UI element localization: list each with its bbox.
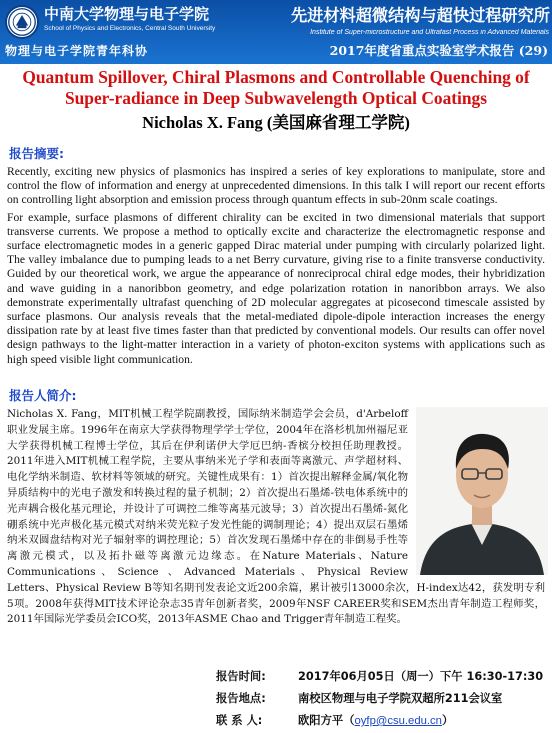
place-value: 南校区物理与电子学院双超所211会议室: [298, 692, 503, 705]
bio-text: Nicholas X. Fang，MIT机械工程学院副教授，国际纳米制造学会会员，d'Arbeloff职业发展主席。1996年在南京大学获得物理学学士学位，2004年在洛杉机加州福尼亚大学获得机械工程博士学位，其后在伊利诺伊大学厄巴纳-香槟分校担任助理教授。2011年进入MIT机械工程学院，主要从事纳米光子学和表面等离激元、声学超材料、电化学纳米制造、软材料等领域的研究。关键性成果有：1）首次提出解释金属/氧化物异质结构中的光电子激发和转换过程的量子机制；2）首次提出石墨烯-铁电体系统中的光声耦合极化基元理论，并设计了可调控二维等离基元波导；3）首次提出石墨烯-氮化硼系统中光声极化基元模式对纳米荧光粒子发光性能的调制理论；4）提出双层石墨烯纳米双圆盘结构对光子辐射率的调控理论；5）首次发现石墨烯中存在的非倒易手性等离激元模式，以及拓扑磁等离激元边缘态。在Nature Materials、Nature Communications、Science 、Advanced Materials、Physical Review Letters、Physical Review B等知名期刊发表论文近200余篇，累计被引13000余次，H-index达42，获发明专利5项。2008年获得MIT技术评论杂志35青年创新者奖，2009年NSF CAREER奖和SEM杰出青年制造工程师奖，2011年国际光学委员会ICO奖，2013年ASME Chao and Trigger青年制造工程奖。: [7, 408, 545, 626]
contact-close: ）: [441, 714, 454, 727]
speaker-affiliation: (美国麻省理工学院): [266, 113, 410, 132]
institute-name-cn: 先进材料超微结构与超快过程研究所: [291, 6, 550, 25]
institute-name-en: Institute of Super-microstructure and Ultrafast Process in Advanced Materials: [310, 29, 549, 36]
abstract-heading: 报告摘要:: [9, 146, 64, 161]
contact-name: 欧阳方平（: [298, 714, 355, 727]
report-series-label: 2017年度省重点实验室学术报告 (29): [329, 43, 548, 58]
time-value: 2017年06月05日（周一）下午 16:30-17:30: [298, 670, 544, 683]
youth-association-label: 物理与电子学院青年科协: [5, 44, 149, 58]
speaker-name: Nicholas X. Fang: [142, 113, 263, 132]
contact-email-link[interactable]: oyfp@csu.edu.cn: [354, 715, 442, 727]
abstract-paragraph: Recently, exciting new physics of plasmonics has inspired a series of key explorations to manipulate, store and control the flow of information and energy at unprecedented dimensions. In this talk I will report our recent efforts on controlling light absorption and emission process through quantum effects in sub-20nm scale coatings.: [7, 165, 545, 207]
talk-info: [0, 664, 552, 733]
contact-row: [216, 710, 453, 732]
school-name-en: School of Physics and Electronics, Central South University: [44, 25, 216, 32]
time-label: 报告时间:: [216, 670, 266, 683]
school-name-cn: 中南大学物理与电子学院: [44, 5, 210, 23]
bio-heading: 报告人简介:: [9, 388, 77, 403]
place-label: 报告地点:: [216, 692, 266, 705]
time-row: [216, 666, 543, 688]
abstract-paragraph: For example, surface plasmons of different chirality can be excited in two dimensional materials that support transverse currents. We propose a method to optically excite and characterize the electromagnetic response and surface electromagnetic modes in a generic gapped Dirac material under pumping with circularly polarized light. The valley imbalance due to pumping leads to a net Berry curvature, giving rise to a finite transverse conductivity. Guided by our theoretical work, we argue the appearance of nonreciprocal chiral edge modes, their hybridization and wave guiding in a nanoribbon geometry, and edge polarization rotation in nanoribbon arrays. We also demonstrate experimentally ultrafast quenching of 2D molecular aggregates at picosecond timescale assisted by surface plasmons. Our analysis reveals that the metal-mediated dipole-dipole interaction increases the energy dissipation rate by at least five times faster than that predicted by conventional models. Our results can offer novel design pathways to the light-matter interaction in a variety of photon-exciton systems with applications such as high speed visible light communication.: [7, 210, 545, 366]
contact-label: 联 系 人:: [216, 714, 263, 727]
place-row: [216, 688, 502, 710]
bio-body: [7, 407, 545, 628]
university-logo-icon: [5, 5, 39, 39]
header-banner: [0, 0, 552, 64]
talk-title: Quantum Spillover, Chiral Plasmons and Controllable Quenching of Super-radiance in Deep Subwavelength Optical Coatings: [22, 67, 530, 108]
speaker-line: [8, 112, 544, 134]
abstract-body: [7, 165, 545, 370]
